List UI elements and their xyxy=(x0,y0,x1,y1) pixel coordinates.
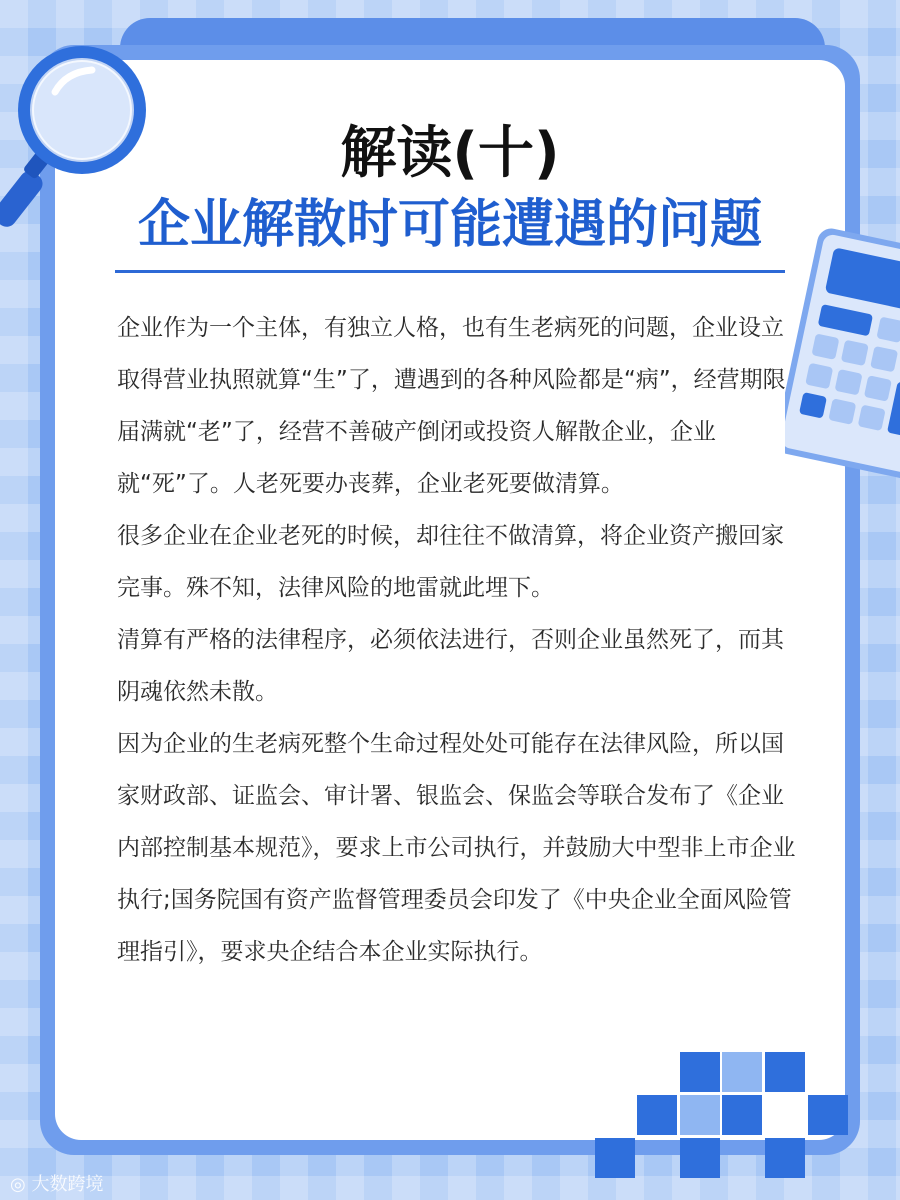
pixel-block xyxy=(637,1095,677,1135)
pixel-block xyxy=(680,1138,720,1178)
paragraph-1: 企业作为一个主体，有独立人格，也有生老病死的问题，企业设立取得营业执照就算“生”了，遭遇到的各种风险都是“病”，经营期限届满就“老”了，经营不善破产倒闭或投资人解散企业，企业就“死”了。人老死要办丧葬，企业老死要做清算。 xyxy=(117,315,786,497)
pixel-block xyxy=(722,1095,762,1135)
watermark xyxy=(10,1170,103,1196)
pixel-block xyxy=(595,1138,635,1178)
pixel-block xyxy=(722,1052,762,1092)
title-line-2: 企业解散时可能遭遇的问题 xyxy=(137,195,762,255)
pixel-block xyxy=(808,1095,848,1135)
watermark-logo-icon: ◎ xyxy=(10,1174,26,1195)
pixel-block xyxy=(680,1095,720,1135)
pixel-block xyxy=(680,1052,720,1092)
title-line-1: 解读(十) xyxy=(340,121,560,186)
article-body xyxy=(117,302,797,978)
watermark-text: 大数跨境 xyxy=(31,1174,104,1195)
paragraph-3: 清算有严格的法律程序，必须依法进行，否则企业虽然死了，而其阴魂依然未散。 xyxy=(117,627,784,705)
pixel-block xyxy=(765,1052,805,1092)
calculator-icon xyxy=(785,228,900,478)
title-divider xyxy=(115,270,785,273)
paragraph-4: 因为企业的生老病死整个生命过程处处可能存在法律风险，所以国家财政部、证监会、审计署、银监会、保监会等联合发布了《企业内部控制基本规范》，要求上市公司执行，并鼓励大中型非上市企业执行;国务院国有资产监督管理委员会印发了《中央企业全面风险管理指引》，要求央企结合本企业实际执行。 xyxy=(117,731,796,965)
paragraph-2: 很多企业在企业老死的时候，却往往不做清算，将企业资产搬回家完事。殊不知，法律风险的地雷就此埋下。 xyxy=(117,523,784,601)
pixel-block xyxy=(765,1138,805,1178)
